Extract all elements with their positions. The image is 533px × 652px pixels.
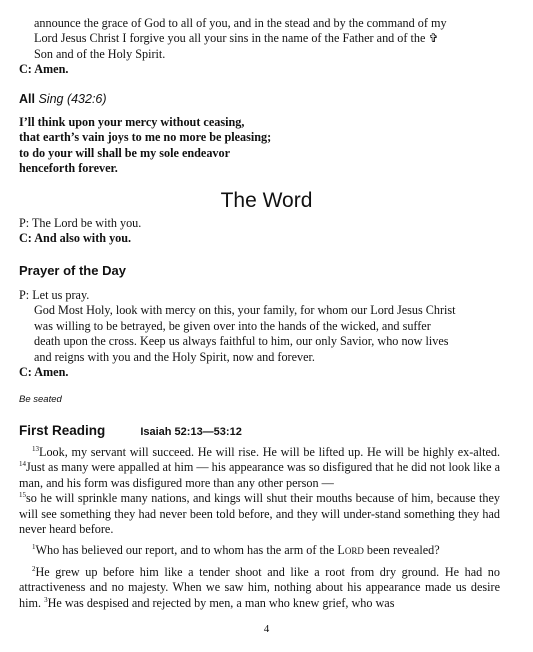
hymn-line: to do your will shall be my sole endeavor [19, 145, 231, 160]
hymn-verse [19, 115, 499, 177]
divine-name: Lord [337, 543, 364, 558]
verse-number: 1 [32, 543, 36, 552]
hymn-line: henceforth forever. [19, 161, 118, 176]
prayer-line: God Most Holy, look with mercy on this, your family, for whom our Lord Jesus Christ [34, 303, 456, 318]
hymn-line: that earth’s vain joys to me no more be pleasing; [19, 130, 272, 145]
absolution-line: announce the grace of God to all of you, and in the stead and by the command of my [34, 16, 447, 30]
rubric-be-seated: Be seated [19, 394, 62, 405]
prayer-line: and reigns with you and the Holy Spirit, now and forever. [34, 349, 315, 364]
absolution-line: Lord Jesus Christ I forgive you all your sins in the name of the Father and of the ✞ [34, 31, 439, 46]
verse-number: 13 [32, 444, 39, 453]
prayer-title: Prayer of the Day [19, 263, 126, 278]
page-number: 4 [263, 623, 270, 635]
hymn-sing: Sing (432:6) [38, 92, 107, 106]
pastor-invitation: P: Let us pray. [19, 288, 90, 302]
verse-number: 15 [19, 491, 26, 500]
congregation-response: C: Amen. [19, 365, 69, 380]
greeting-block [19, 216, 499, 247]
verse-number: 3 [44, 595, 48, 604]
pastor-greeting: P: The Lord be with you. [19, 216, 142, 230]
section-title-the-word: The Word [220, 189, 313, 212]
reading-paragraph: $^{13}$Look, my servant will succeed. He will rise. He will be lifted up. He will be highly ex-alted. $^{14}$Just as many were appalled at him — his appearance was so disfigured that he did not look like a man, and his form was disfigured more than any other person — $^{15}$so he will sprinkle many nations, and kings will shut their mouths because of him, because they will see something they had never been told before, and they will under-stand something they had never heard before. [19, 444, 500, 537]
absolution-line: Son and of the Holy Spirit. [34, 46, 166, 61]
prayer-line: death upon the cross. Keep us always faithful to him, our only Savior, who now lives [34, 334, 449, 349]
congregation-greeting: C: And also with you. [19, 231, 132, 246]
hymn-line: I’ll think upon your mercy without ceasing, [19, 115, 245, 129]
absolution-block [19, 16, 499, 78]
reading-paragraph: $^1$Who has believed our report, and to whom has the arm of the Lord been revealed? [32, 543, 440, 558]
congregation-response: C: Amen. [19, 62, 69, 77]
reading-citation: Isaiah 52:13—53:12 [140, 426, 242, 438]
reading-text [19, 445, 500, 617]
verse-number: 2 [32, 564, 36, 573]
reading-heading [19, 423, 499, 440]
hymn-heading [19, 92, 499, 107]
prayer-line: was willing to be betrayed, be given over into the hands of the wicked, and suffer [34, 318, 431, 333]
prayer-block [19, 288, 499, 380]
reading-title: First Reading [19, 423, 106, 438]
reading-paragraph: $^2$He grew up before him like a tender shoot and like a root from dry ground. He had no attractiveness and no majesty. When we saw him, nothing about his appearance made us desire him. $^3$He was despised and rejected by men, a man who knew grief, who was [19, 564, 500, 610]
hymn-lead: All [19, 92, 39, 106]
verse-number: 14 [19, 460, 26, 469]
